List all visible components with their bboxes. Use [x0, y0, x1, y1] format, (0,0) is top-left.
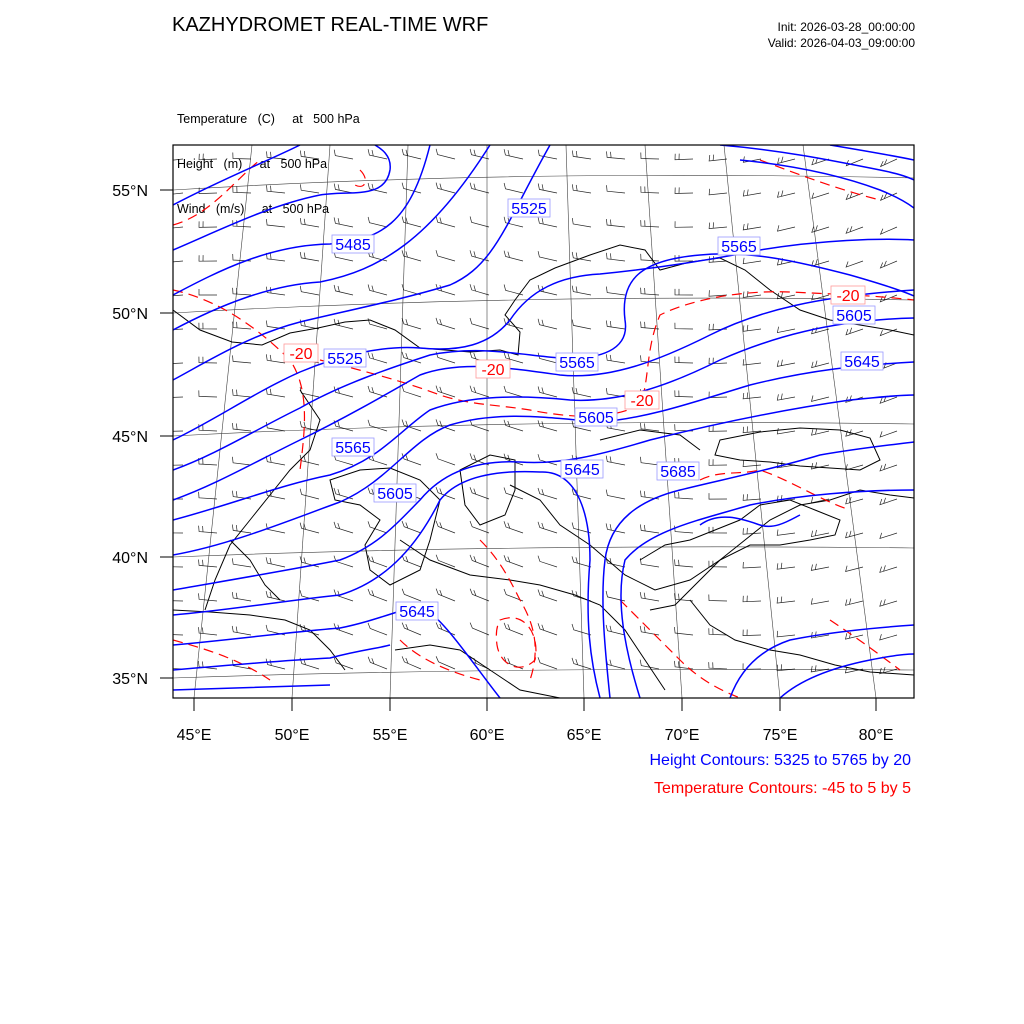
wind-barb: [165, 527, 183, 533]
wind-barb: [880, 565, 897, 572]
wind-barb: [368, 589, 387, 601]
wind-barb: [640, 423, 659, 431]
wind-barb: [436, 250, 455, 261]
wind-barb: [266, 456, 285, 465]
wind-barb: [504, 386, 523, 397]
wind-barb: [572, 658, 591, 669]
wind-barb: [436, 453, 455, 465]
wind-barb: [334, 420, 353, 431]
wind-barb: [743, 393, 761, 399]
wind-barb: [811, 598, 829, 604]
variable-height: Height (m) at 500 hPa: [177, 157, 328, 171]
wind-barb: [538, 488, 557, 499]
wind-barb: [165, 493, 183, 499]
wind-barb: [232, 423, 251, 431]
wind-barb: [640, 524, 659, 533]
wind-barb: [641, 322, 659, 330]
wind-barb: [606, 354, 625, 363]
wind-barb: [606, 659, 625, 669]
wind-barb: [436, 656, 455, 669]
wind-barb: [812, 396, 830, 402]
height-label: [508, 199, 550, 218]
wind-barb: [606, 557, 625, 567]
wind-barb: [266, 388, 285, 397]
wind-barb: [334, 387, 353, 398]
svg-text:5605: 5605: [836, 308, 872, 325]
wind-barb: [812, 225, 829, 232]
wind-barb: [300, 286, 319, 295]
wind-barb: [572, 218, 591, 227]
wind-barb: [606, 490, 625, 499]
lon-label: 65°E: [566, 727, 602, 744]
wind-barb: [743, 325, 761, 331]
wind-barb: [300, 252, 319, 261]
wind-barb: [165, 561, 183, 567]
wind-barb: [640, 558, 659, 567]
wind-barb: [538, 217, 557, 227]
wind-barb: [538, 590, 557, 602]
height-contours: [173, 145, 914, 698]
wind-barb: [777, 664, 795, 670]
wind-barb: [233, 322, 251, 329]
wind-barb: [233, 389, 252, 397]
lat-label: 50°N: [112, 306, 148, 323]
wind-barb: [267, 185, 286, 193]
lat-label: 55°N: [112, 183, 148, 200]
wind-barb: [470, 318, 489, 329]
wind-barb: [199, 221, 217, 227]
wind-barb: [880, 261, 897, 268]
svg-text:-20: -20: [836, 288, 860, 305]
wind-barb: [165, 392, 183, 398]
wind-barb: [538, 556, 557, 567]
wind-barb: [709, 425, 727, 431]
wind-barb: [504, 623, 523, 635]
wind-barb: [232, 558, 251, 567]
wind-barb: [606, 287, 625, 295]
init-time: Init: 2026-03-28_00:00:00: [777, 20, 915, 34]
wind-barb: [777, 327, 795, 333]
wind-barb: [470, 487, 489, 499]
wind-barb: [606, 591, 625, 601]
lon-label: 55°E: [372, 727, 408, 744]
wind-barb: [572, 556, 591, 567]
wind-barb: [368, 623, 387, 635]
wind-barb: [640, 626, 659, 635]
wind-barb: [504, 149, 523, 159]
height-label: [575, 408, 617, 427]
wind-barb: [538, 522, 557, 533]
wind-barb: [470, 420, 489, 432]
wind-barb: [572, 184, 591, 193]
svg-text:5645: 5645: [844, 354, 880, 371]
wind-barb: [368, 657, 387, 669]
wind-barb: [538, 420, 557, 431]
valid-time: Valid: 2026-04-03_09:00:00: [767, 36, 915, 50]
wind-barb: [743, 562, 761, 568]
height-label: [841, 352, 883, 371]
lat-label: 35°N: [112, 671, 148, 688]
wind-barb: [199, 526, 217, 533]
wind-barb: [165, 223, 183, 229]
height-label: [657, 462, 699, 481]
wind-barb: [436, 589, 455, 601]
lon-label: 75°E: [762, 727, 798, 744]
wind-barb: [266, 253, 285, 261]
wind-barb: [538, 319, 557, 329]
wind-barb: [368, 352, 387, 363]
wind-barb: [777, 563, 795, 569]
wind-barb: [880, 533, 897, 539]
wind-barb: [709, 290, 727, 296]
wind-barb: [743, 426, 761, 432]
height-label: [332, 438, 374, 457]
wind-barb: [538, 184, 557, 194]
wind-barb: [233, 186, 251, 193]
wind-barb: [436, 216, 455, 227]
lat-label: 45°N: [112, 429, 148, 446]
wind-barb: [368, 420, 387, 431]
wind-barb: [232, 457, 251, 465]
wind-barb: [675, 559, 694, 567]
lon-label: 45°E: [176, 727, 212, 744]
height-label: [833, 306, 875, 325]
wind-barb: [606, 321, 625, 330]
wind-barb: [880, 464, 897, 471]
variable-wind: Wind (m/s) at 500 hPa: [177, 202, 330, 216]
wind-barb: [368, 149, 387, 159]
wind-barb: [778, 157, 795, 164]
map-frame: [173, 145, 914, 698]
wind-barb: [606, 456, 625, 465]
wind-barb: [846, 226, 863, 233]
svg-text:-20: -20: [481, 362, 505, 379]
wind-barb: [165, 595, 183, 602]
wind-barb: [777, 394, 795, 401]
wind-barb: [436, 183, 455, 193]
wind-barb: [777, 360, 795, 367]
wind-barb: [675, 289, 693, 295]
wind-barb: [572, 387, 591, 397]
wind-barb: [470, 217, 489, 228]
wind-barb: [538, 623, 557, 635]
wind-barb: [641, 153, 659, 160]
svg-text:5685: 5685: [660, 464, 696, 481]
wind-barb: [199, 492, 217, 499]
wind-barb: [709, 662, 727, 669]
wind-barb: [811, 665, 829, 672]
wind-barb: [606, 523, 625, 533]
wind-barb: [334, 285, 353, 295]
svg-text:5645: 5645: [399, 604, 435, 621]
wind-barb: [368, 521, 387, 533]
wind-barb: [811, 564, 829, 571]
wind-barb: [334, 217, 353, 227]
svg-text:5605: 5605: [578, 410, 614, 427]
temperature-contours: [173, 160, 914, 698]
wind-barb: [165, 459, 183, 465]
wind-barb: [880, 634, 897, 640]
wind-barb: [368, 217, 387, 227]
wind-barb: [880, 431, 897, 437]
temperature-label: [831, 286, 865, 305]
wind-barb: [572, 252, 591, 261]
wind-barb: [232, 592, 251, 601]
wind-barb: [846, 632, 864, 639]
wind-barb: [470, 386, 489, 397]
wind-barb: [607, 185, 626, 193]
height-label: [332, 235, 374, 254]
wind-barb: [880, 599, 897, 606]
wind-barb: [334, 522, 353, 533]
wind-barb: [199, 390, 217, 397]
latitude-labels: [112, 183, 148, 688]
wind-barb: [881, 159, 897, 167]
wind-barb: [436, 555, 455, 567]
wind-barb: [641, 288, 659, 295]
wind-barb: [777, 292, 795, 299]
wind-barb: [402, 250, 421, 261]
wind-barb: [436, 386, 455, 397]
svg-text:5525: 5525: [511, 201, 547, 218]
wind-barb: [675, 357, 693, 364]
wind-barb: [846, 599, 864, 606]
wind-barb: [402, 555, 421, 567]
wind-barb: [709, 189, 727, 195]
wind-barb: [640, 592, 659, 601]
wind-barb: [504, 183, 523, 193]
wind-barb: [572, 320, 591, 329]
wind-barb: [232, 525, 251, 534]
wind-barb: [402, 318, 421, 329]
wind-barb: [165, 628, 183, 635]
wind-barb: [743, 258, 761, 264]
wind-barb: [606, 219, 625, 227]
wind-barb: [572, 151, 591, 160]
wind-barb: [199, 289, 217, 295]
wind-barb: [709, 222, 727, 228]
longitude-labels: [177, 727, 894, 744]
wind-barb: [402, 656, 421, 669]
height-label: [396, 602, 438, 621]
wind-barb: [743, 494, 761, 500]
wind-barb: [267, 151, 286, 159]
wind-barb: [165, 358, 183, 364]
wind-barb: [233, 355, 252, 363]
wind-barb: [641, 186, 659, 193]
wind-barb: [266, 219, 285, 227]
wind-barb: [165, 662, 183, 669]
wind-barb: [300, 489, 319, 499]
graticule: [173, 145, 914, 698]
map-title: KAZHYDROMET REAL-TIME WRF: [172, 14, 489, 36]
wind-barb: [470, 623, 489, 635]
wind-barb: [709, 527, 727, 533]
temperature-label: [476, 360, 510, 379]
wind-barb: [607, 151, 626, 159]
wind-barb: [334, 150, 353, 159]
wind-barb: [743, 596, 761, 602]
wind-barb: [675, 221, 693, 227]
wind-barb: [881, 227, 898, 234]
wind-barb: [402, 589, 421, 601]
height-label: [324, 349, 366, 368]
wind-barb: [300, 218, 319, 227]
wind-barb: [778, 225, 796, 231]
wind-barb: [675, 187, 693, 193]
wind-barb: [709, 155, 727, 161]
svg-text:-20: -20: [289, 346, 313, 363]
wind-barb: [743, 190, 761, 197]
lon-label: 80°E: [858, 727, 894, 744]
wind-barb: [402, 521, 421, 533]
wind-barb: [538, 387, 557, 398]
wind-barb: [470, 589, 489, 601]
wind-barb: [606, 253, 625, 261]
wind-barb: [538, 454, 557, 465]
wind-barb: [199, 560, 218, 568]
wind-barb: [504, 251, 523, 261]
svg-text:5645: 5645: [564, 462, 600, 479]
height-contour-legend: Height Contours: 5325 to 5765 by 20: [649, 752, 911, 769]
map-plot-area: [165, 145, 914, 698]
wind-barb: [674, 661, 693, 669]
lon-label: 70°E: [664, 727, 700, 744]
wind-barb: [538, 251, 557, 261]
wind-barb: [402, 623, 421, 635]
wind-barb: [402, 217, 421, 228]
lat-label: 40°N: [112, 550, 148, 567]
wind-barb: [846, 497, 863, 504]
wind-barb: [470, 555, 489, 567]
wind-barb: [743, 223, 761, 230]
lon-label: 60°E: [469, 727, 505, 744]
svg-text:5565: 5565: [335, 440, 371, 457]
temperature-contour-legend: Temperature Contours: -45 to 5 by 5: [653, 780, 911, 797]
wind-barb: [368, 285, 387, 296]
wind-barb: [233, 153, 251, 160]
lon-label: 50°E: [274, 727, 310, 744]
wind-barb: [880, 498, 897, 505]
wind-barb: [777, 631, 795, 637]
wind-barb: [199, 255, 217, 261]
wind-barb: [640, 457, 659, 465]
wind-barb: [470, 183, 489, 193]
wind-barb: [811, 530, 829, 537]
wind-barb: [709, 493, 727, 499]
wind-barb: [675, 390, 693, 397]
wind-barb: [743, 291, 761, 298]
wind-barb: [778, 191, 796, 198]
wind-barb: [504, 521, 523, 533]
wind-barb: [709, 595, 727, 602]
wind-barb: [300, 151, 319, 160]
wind-barb: [606, 625, 625, 635]
svg-text:5525: 5525: [327, 351, 363, 368]
wind-barb: [300, 184, 319, 193]
wind-barb: [470, 250, 489, 261]
height-label: [374, 484, 416, 503]
wind-barb: [470, 284, 489, 295]
wind-barb: [846, 261, 863, 267]
wind-barb: [300, 523, 319, 533]
temperature-label: [284, 344, 318, 363]
wind-barb: [368, 555, 387, 567]
wind-barb: [846, 328, 863, 335]
wind-barb: [266, 659, 285, 669]
wind-barb: [165, 155, 183, 161]
wind-barb: [504, 555, 523, 567]
svg-text:5565: 5565: [559, 355, 595, 372]
wind-barb: [266, 557, 285, 567]
wind-barb: [334, 184, 353, 193]
wind-barb: [165, 426, 183, 432]
wind-barb: [743, 630, 761, 636]
wind-barb: [846, 566, 863, 572]
wind-barb: [777, 530, 795, 536]
wind-barb: [266, 354, 285, 363]
wind-barb: [402, 183, 421, 193]
svg-text:5565: 5565: [721, 239, 757, 256]
svg-text:-20: -20: [630, 393, 654, 410]
wind-barb: [812, 193, 829, 199]
wind-barb: [199, 154, 217, 160]
wind-barb: [572, 286, 591, 295]
svg-text:5485: 5485: [335, 237, 371, 254]
wind-barb: [165, 256, 183, 262]
wind-barb: [812, 259, 829, 266]
wind-barb: [675, 323, 693, 329]
height-label: [556, 353, 598, 372]
wind-barb: [233, 288, 251, 295]
wind-barb: [436, 149, 455, 159]
wind-barb: [199, 593, 218, 601]
height-label: [718, 237, 760, 256]
wind-barb: [436, 318, 455, 329]
svg-text:5605: 5605: [377, 486, 413, 503]
temperature-contour-labels: [284, 286, 865, 410]
variable-temperature: Temperature (C) at 500 hPa: [177, 112, 360, 126]
wind-barb: [538, 150, 557, 159]
wind-barb: [538, 657, 557, 669]
wind-barb: [199, 323, 217, 329]
wind-barb: [812, 361, 829, 368]
wind-barb: [675, 154, 693, 160]
wind-barb: [777, 597, 795, 604]
wind-barb: [709, 459, 727, 465]
temperature-label: [625, 391, 659, 410]
height-label: [561, 460, 603, 479]
wind-barb: [232, 626, 251, 635]
wind-barb: [402, 149, 421, 159]
wind-barb: [436, 521, 455, 533]
wind-barb: [504, 420, 523, 431]
wind-barb: [641, 254, 659, 261]
wind-barb: [675, 492, 693, 499]
